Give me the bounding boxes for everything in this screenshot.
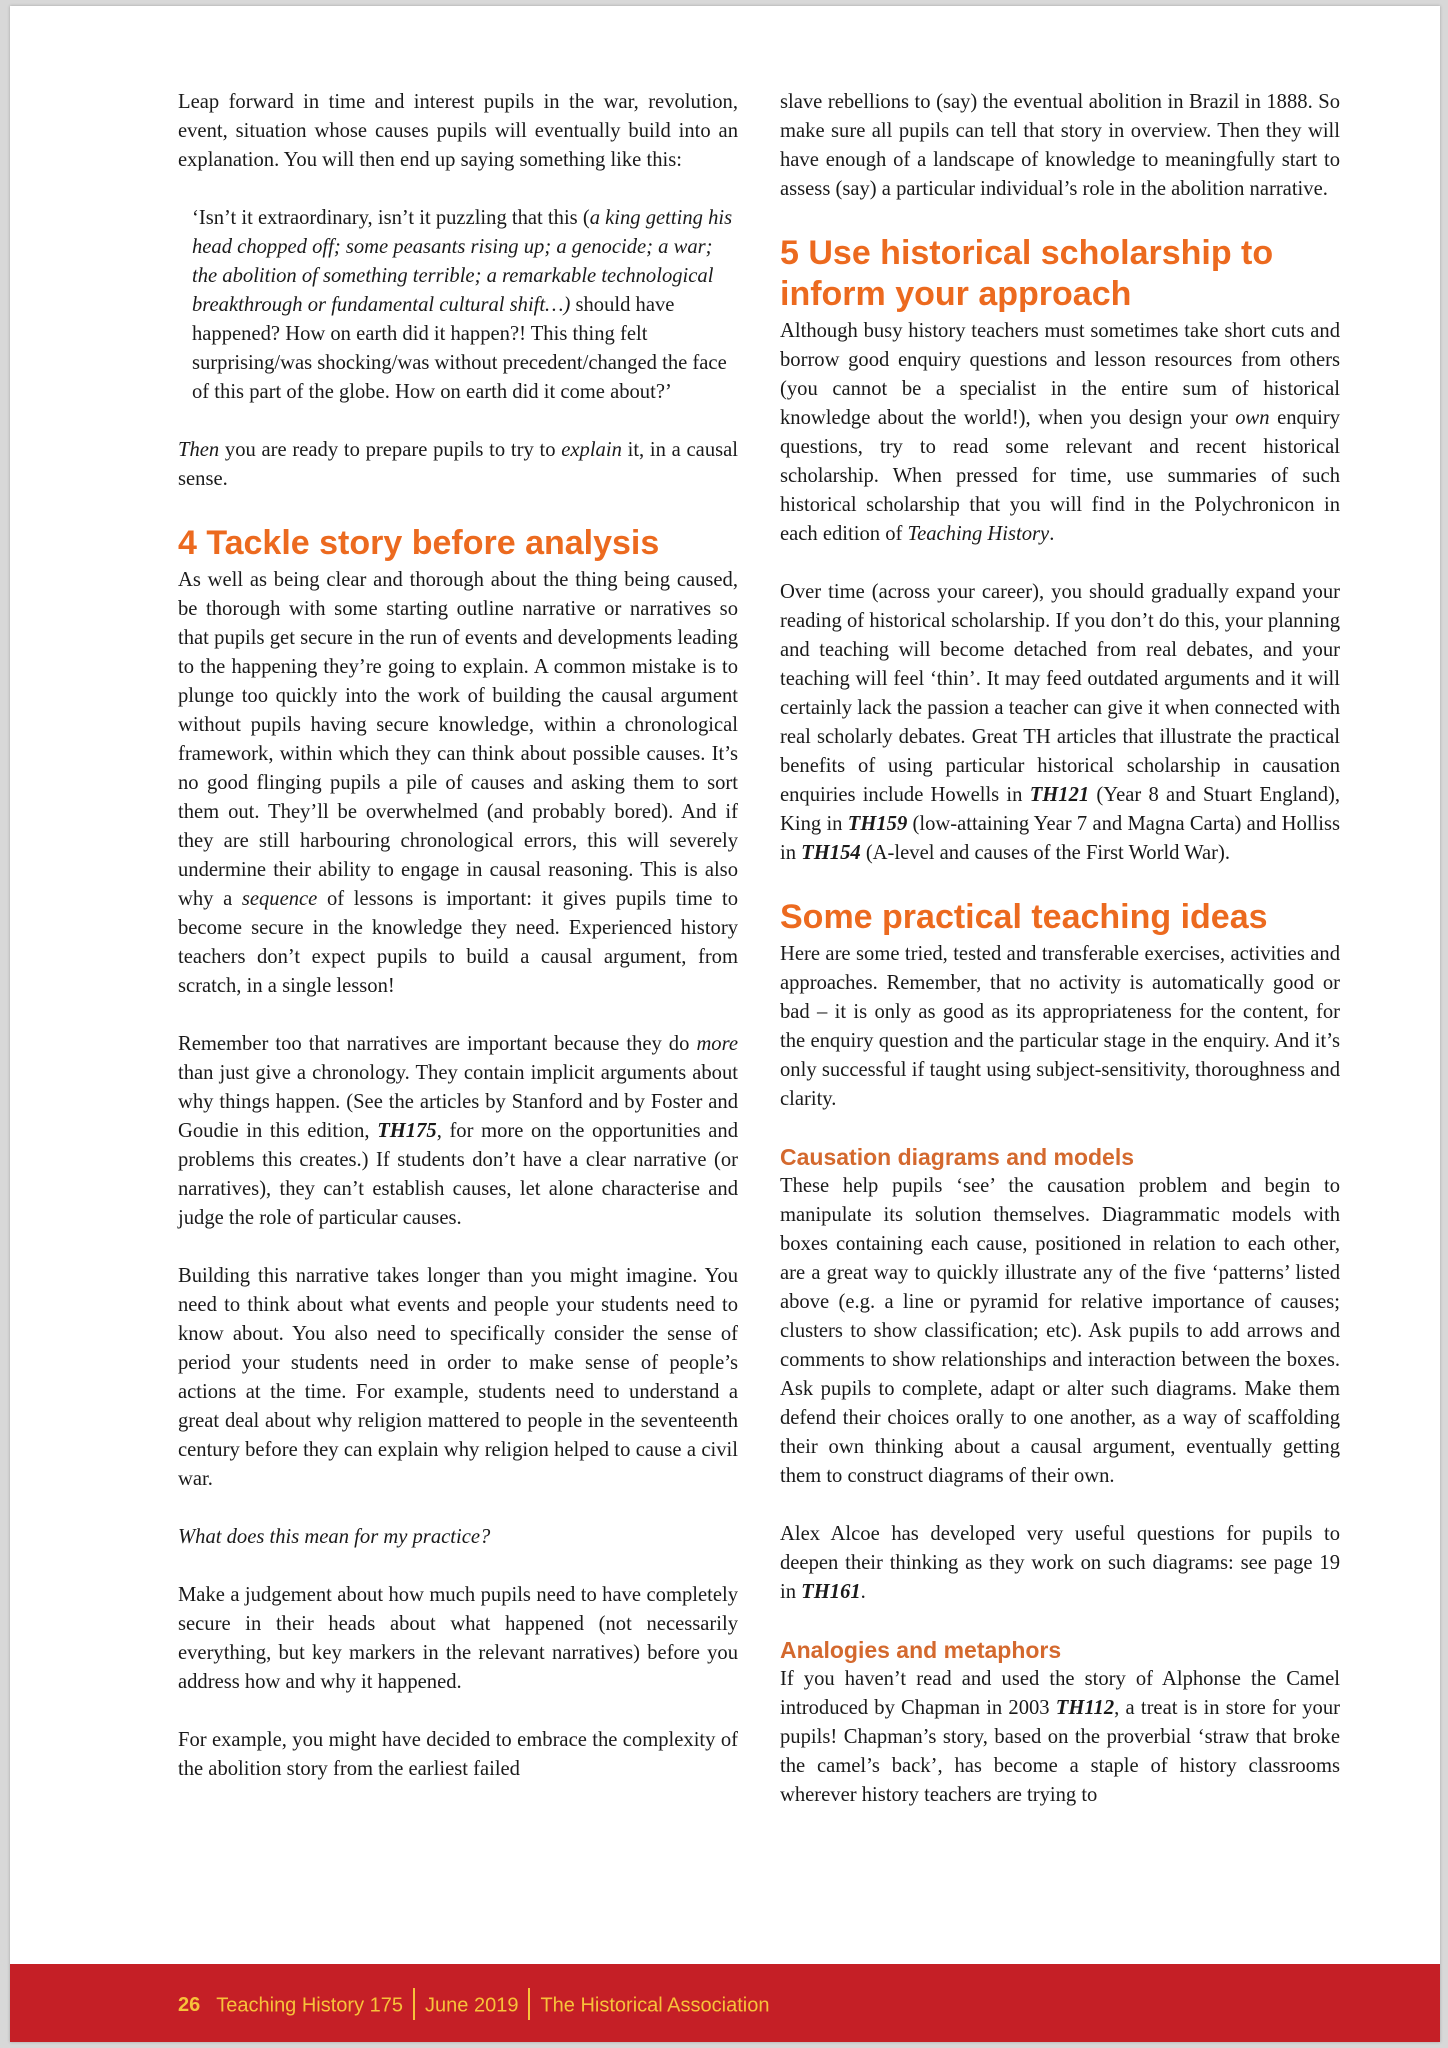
footer-divider (413, 1988, 415, 2020)
subheading-diagrams: Causation diagrams and models (780, 1144, 1135, 1170)
left-column (178, 88, 738, 1784)
publisher-name: The Historical Association (540, 1994, 770, 2017)
career-paragraph: Over time (across your career), you should gradually expand your reading of historical scholarship. If you don’t do this, your planning and teaching will become detached from real debates, and your teaching will feel ‘thin’. It may feed outdated arguments and it will certainly lack the passion a teacher can give it when connected with real scholarly debates. Great TH articles that illustrate the practical benefits of using particular historical scholarship in causation enquiries include Howells in TH121 (Year 8 and Stuart England), King in TH159 (low-attaining Year 7 and Magna Carta) and Holliss in TH154 (A-level and causes of the First World War). (780, 581, 1340, 864)
alcoe-paragraph: Alex Alcoe has developed very useful questions for pupils to deepen their thinking as they work on such diagrams: see page 19 in TH161. (780, 1523, 1340, 1603)
building-narrative-paragraph: Building this narrative takes longer than you might imagine. You need to think about what events and people your students need to know about. You also need to specifically consider the sense of period your students need in order to make sense of people’s actions at the time. For example, students need to understand a great deal about why religion mattered to people in the seventeenth century before they can explain why religion helped to cause a civil war. (178, 1265, 738, 1490)
example-paragraph: For example, you might have decided to embrace the complexity of the abolition story from the earliest failed (178, 1729, 738, 1780)
practice-question: What does this mean for my practice? (178, 1526, 491, 1548)
page-number: 26 (178, 1994, 201, 2017)
block-quote: ‘Isn’t it extraordinary, isn’t it puzzling that this (a king getting his head chopped off; some peasants rising up; a genocide; a war; the abolition of something terrible; a remarkable technological breakthrough or fundamental cultural shift…) should have happened? How on earth did it happen?! This thing felt surprising/was shocking/was without precedent/changed the face of this part of the globe. How on earth did it come about?’ (192, 207, 733, 403)
issue-date: June 2019 (425, 1994, 519, 2017)
footer-divider (528, 1988, 530, 2020)
story-paragraph: As well as being clear and thorough about the thing being caused, be thorough with some starting outline narrative or narratives so that pupils get secure in the run of events and developments leading to the happening they’re going to explain. A common mistake is to plunge too quickly into the work of building the causal argument without pupils having secure knowledge, within a chronological framework, within which they can think about possible causes. It’s no good flinging pupils a pile of causes and asking them to sort them out. They’ll be overwhelmed (and probably bored). And if they are still harbouring chronological errors, this will severely undermine their ability to engage in causal reasoning. This is also why a sequence of lessons is important: it gives pupils time to become secure in the knowledge they need. Experienced history teachers don’t expect pupils to build a causal argument, from scratch, in a single lesson! (178, 569, 738, 997)
section-heading-4: 4 Tackle story before analysis (178, 524, 660, 562)
page-footer (10, 1964, 1440, 2042)
journal-page (10, 6, 1440, 2042)
subheading-analogies: Analogies and metaphors (780, 1637, 1062, 1663)
journal-title: Teaching History 175 (216, 1994, 404, 2017)
scholarship-paragraph: Although busy history teachers must sometimes take short cuts and borrow good enquiry questions and lesson resources from others (you cannot be a specialist in the entire sum of historical knowledge about the world!), when you design your own enquiry questions, try to read some relevant and recent historical scholarship. When pressed for time, use summaries of such historical scholarship that you will find in the Polychronicon in each edition of Teaching History. (780, 320, 1340, 545)
analogies-paragraph: If you haven’t read and used the story of Alphonse the Camel introduced by Chapman in 2003 TH112, a treat is in store for your pupils! Chapman’s story, based on the proverbial ‘straw that broke the camel’s back’, has become a staple of history classrooms wherever history teachers are trying to (780, 1668, 1340, 1806)
diagrams-paragraph: These help pupils ‘see’ the causation problem and begin to manipulate its solution themselves. Diagrammatic models with boxes containing each cause, positioned in relation to each other, are a great way to quickly illustrate any of the five ‘patterns’ listed above (e.g. a line or pyramid for relative importance of causes; clusters to show classification; etc). Ask pupils to add arrows and comments to show relationships and interaction between the boxes. Ask pupils to complete, adapt or alter such diagrams. Make them defend their choices orally to one another, as a way of scaffolding their own thinking about a causal argument, eventually getting them to construct diagrams of their own. (780, 1175, 1340, 1487)
footer-items (178, 1990, 769, 2022)
right-column (780, 88, 1340, 1810)
narratives-paragraph: Remember too that narratives are important because they do more than just give a chronology. They contain implicit arguments about why things happen. (See the articles by Stanford and by Foster and Goudie in this edition, TH175, for more on the opportunities and problems this creates.) If students don’t have a clear narrative (or narratives), they can’t establish causes, let alone characterise and judge the role of particular causes. (178, 1033, 738, 1229)
ideas-paragraph: Here are some tried, tested and transferable exercises, activities and approaches. Remember, that no activity is automatically good or bad – it is only as good as its appropriateness for the content, for the enquiry question and the particular stage in the enquiry. And it’s only successful if taught using subject-sensitivity, thoroughness and clarity. (780, 943, 1340, 1110)
intro-paragraph: Leap forward in time and interest pupils in the war, revolution, event, situation whose causes pupils will eventually build into an explanation. You will then end up saying something like this: (178, 91, 738, 171)
section-heading-ideas: Some practical teaching ideas (780, 898, 1268, 936)
judgement-paragraph: Make a judgement about how much pupils need to have completely secure in their heads about what happened (not necessarily everything, but key markers in the relevant narratives) before you address how and why it happened. (178, 1584, 738, 1693)
then-paragraph: Then you are ready to prepare pupils to try to explain it, in a causal sense. (178, 439, 738, 490)
section-heading-5: 5 Use historical scholarship to inform your approach (780, 234, 1274, 313)
continued-paragraph: slave rebellions to (say) the eventual abolition in Brazil in 1888. So make sure all pupils can tell that story in overview. Then they will have enough of a landscape of knowledge to meaningfully start to assess (say) a particular individual’s role in the abolition narrative. (780, 91, 1340, 200)
